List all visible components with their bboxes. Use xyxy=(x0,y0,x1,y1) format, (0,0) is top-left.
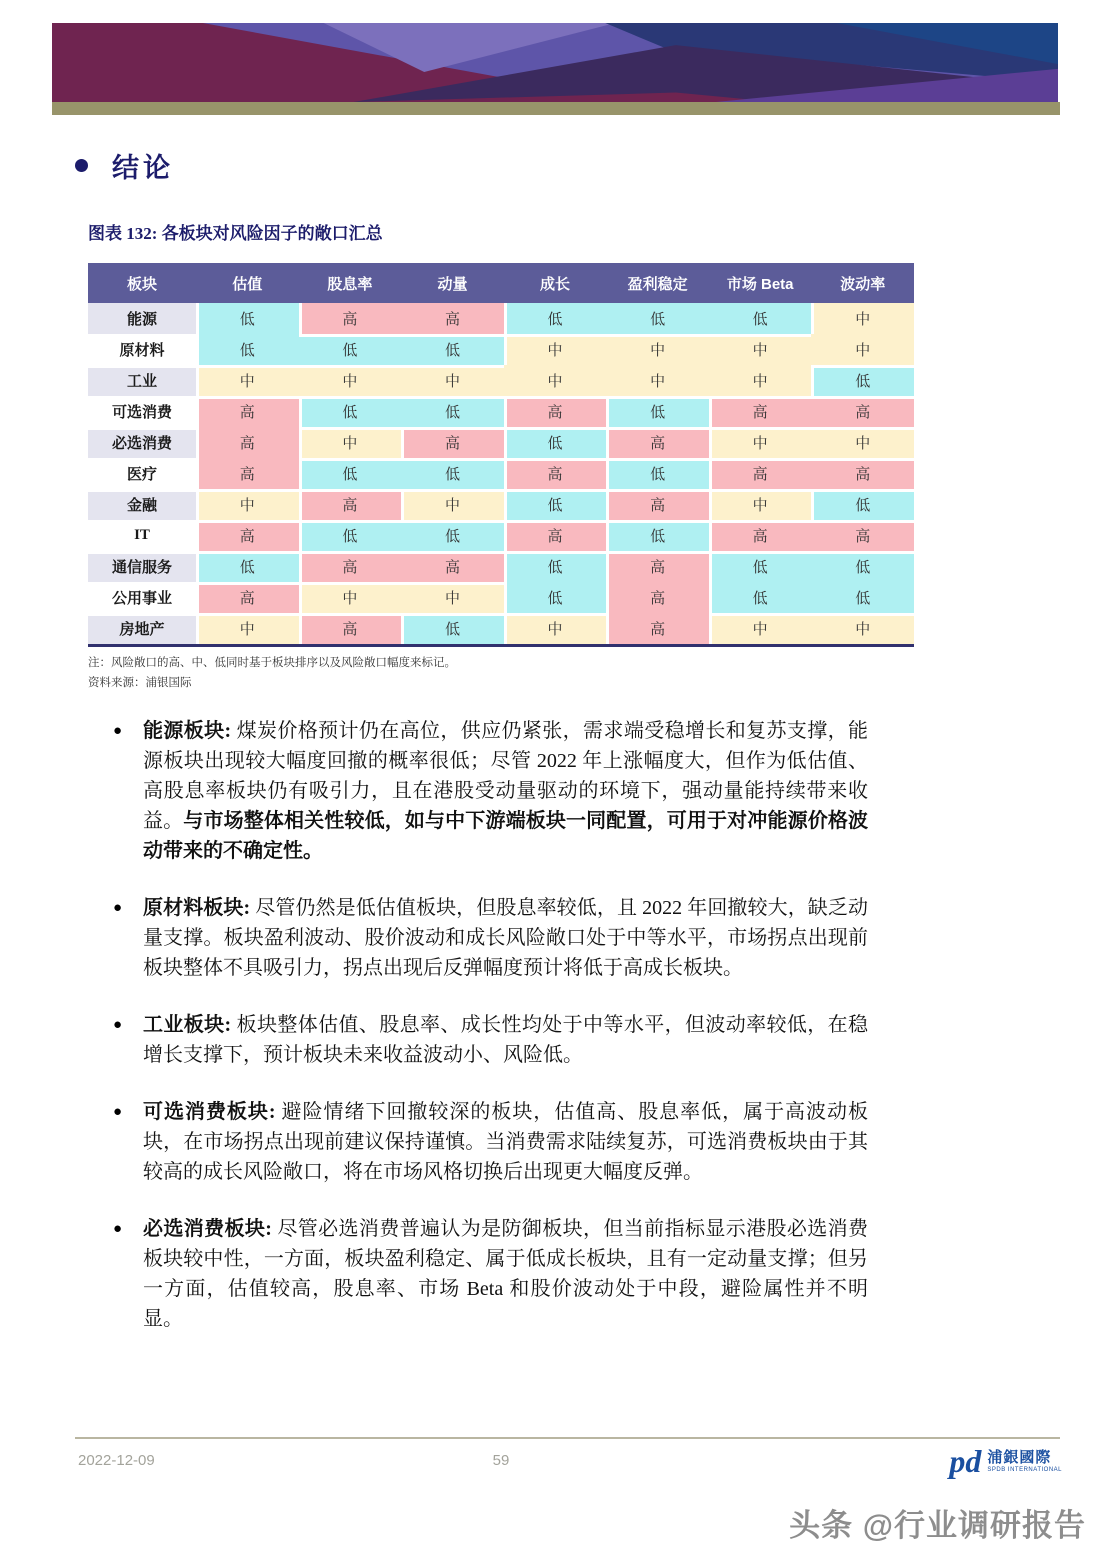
risk-value-cell: 高 xyxy=(504,458,607,489)
risk-value-cell: 高 xyxy=(196,427,299,458)
risk-value-cell: 低 xyxy=(196,303,299,334)
risk-value-cell: 低 xyxy=(196,334,299,365)
risk-value-cell: 高 xyxy=(196,396,299,427)
risk-value-cell: 高 xyxy=(196,458,299,489)
header-banner-graphic xyxy=(52,23,1058,102)
risk-value-cell: 中 xyxy=(299,365,402,396)
risk-value-cell: 中 xyxy=(196,365,299,396)
sector-label-cell: 能源 xyxy=(88,303,196,334)
exhibit-note: 注：风险敞口的高、中、低同时基于板块排序以及风险敞口幅度来标记。 xyxy=(88,657,456,669)
risk-value-cell: 中 xyxy=(709,489,812,520)
risk-value-cell: 高 xyxy=(401,303,504,334)
risk-value-cell: 高 xyxy=(709,458,812,489)
risk-value-cell: 中 xyxy=(811,334,914,365)
bullet-item xyxy=(113,1214,868,1334)
risk-value-cell: 低 xyxy=(811,365,914,396)
risk-value-cell: 中 xyxy=(504,365,607,396)
bullet-paragraph xyxy=(143,1097,868,1187)
risk-value-cell: 低 xyxy=(504,582,607,613)
risk-value-cell: 低 xyxy=(504,489,607,520)
risk-value-cell: 高 xyxy=(299,303,402,334)
risk-value-cell: 中 xyxy=(196,489,299,520)
spdb-logo-text-zh: 浦銀國際 xyxy=(987,1450,1052,1466)
table-body xyxy=(88,303,914,644)
bullet-title: 原材料板块: xyxy=(143,897,256,919)
table-header-cell: 板块 xyxy=(88,263,196,303)
table-row xyxy=(88,427,914,458)
sector-label-cell: 必选消费 xyxy=(88,427,196,458)
bullet-body-text: 煤炭价格预计仍在高位，供应仍紧张，需求端受稳增长和复苏支撑，能源板块出现较大幅度回撤的概率很低；尽管 2022 年上涨幅度大，但作为低估值、高股息率板块仍有吸引力，且在港股受动量驱动的环境下，强动量能持续带来收益。 xyxy=(143,720,869,832)
bullet-item xyxy=(113,1010,868,1070)
bullet-body-text: 尽管必选消费普遍认为是防御板块，但当前指标显示港股必选消费板块较中性，一方面，板块盈利稳定、属于低成长板块，且有一定动量支撑；但另一方面，估值较高，股息率、市场 Beta 和股价波动处于中段，避险属性并不明显。 xyxy=(143,1218,868,1330)
table-row xyxy=(88,365,914,396)
bullet-title: 能源板块: xyxy=(143,720,237,742)
risk-value-cell: 中 xyxy=(606,365,709,396)
risk-value-cell: 低 xyxy=(401,613,504,644)
table-header-cell: 估值 xyxy=(196,263,299,303)
risk-value-cell: 低 xyxy=(504,427,607,458)
bullet-paragraph xyxy=(143,1010,868,1070)
exhibit-notes xyxy=(88,653,456,693)
table-row xyxy=(88,458,914,489)
exhibit-caption: 图表 132: 各板块对风险因子的敞口汇总 xyxy=(88,224,383,243)
bullet-body-text: 避险情绪下回撤较深的板块，估值高、股息率低，属于高波动板块，在市场拐点出现前建议保持谨慎。当消费需求陆续复苏，可选消费板块由于其较高的成长风险敞口，将在市场风格切换后出现更大幅度反弹。 xyxy=(143,1101,868,1183)
exhibit-source: 资料来源：浦银国际 xyxy=(88,677,192,689)
table-header-row xyxy=(88,263,914,303)
spdb-logo-icon: pd xyxy=(949,1443,982,1479)
risk-value-cell: 高 xyxy=(606,582,709,613)
risk-value-cell: 低 xyxy=(504,551,607,582)
risk-value-cell: 中 xyxy=(709,613,812,644)
risk-value-cell: 高 xyxy=(401,427,504,458)
risk-value-cell: 中 xyxy=(401,582,504,613)
risk-value-cell: 低 xyxy=(401,396,504,427)
footer-divider xyxy=(75,1437,1060,1439)
sector-label-cell: 可选消费 xyxy=(88,396,196,427)
risk-value-cell: 中 xyxy=(504,334,607,365)
risk-value-cell: 中 xyxy=(709,334,812,365)
risk-value-cell: 低 xyxy=(606,396,709,427)
risk-value-cell: 高 xyxy=(196,520,299,551)
table-header-cell: 股息率 xyxy=(299,263,402,303)
bullet-paragraph xyxy=(143,893,868,983)
risk-value-cell: 高 xyxy=(606,613,709,644)
risk-value-cell: 高 xyxy=(709,396,812,427)
risk-value-cell: 高 xyxy=(606,489,709,520)
sector-label-cell: 原材料 xyxy=(88,334,196,365)
risk-value-cell: 高 xyxy=(299,613,402,644)
risk-value-cell: 高 xyxy=(504,520,607,551)
risk-value-cell: 低 xyxy=(299,458,402,489)
bullet-paragraph xyxy=(143,1214,868,1334)
sector-label-cell: 医疗 xyxy=(88,458,196,489)
risk-value-cell: 低 xyxy=(401,458,504,489)
table-row xyxy=(88,520,914,551)
risk-value-cell: 中 xyxy=(401,365,504,396)
sector-label-cell: IT xyxy=(88,520,196,551)
risk-value-cell: 低 xyxy=(299,396,402,427)
risk-value-cell: 中 xyxy=(299,582,402,613)
section-heading xyxy=(75,146,174,185)
bullet-dot-icon: ● xyxy=(113,1017,123,1033)
risk-value-cell: 低 xyxy=(196,551,299,582)
section-bullet-icon xyxy=(75,159,88,172)
risk-value-cell: 低 xyxy=(811,582,914,613)
bullet-dot-icon: ● xyxy=(113,900,123,916)
exhibit-table xyxy=(88,263,914,647)
table-row xyxy=(88,334,914,365)
bullet-bold-text: 与市场整体相关性较低，如与中下游端板块一同配置，可用于对冲能源价格波动带来的不确定性。 xyxy=(143,810,869,862)
risk-value-cell: 低 xyxy=(811,489,914,520)
sector-label-cell: 通信服务 xyxy=(88,551,196,582)
spdb-logo xyxy=(949,1443,1062,1479)
risk-value-cell: 低 xyxy=(606,303,709,334)
bullet-dot-icon: ● xyxy=(113,723,123,739)
risk-value-cell: 低 xyxy=(811,551,914,582)
risk-value-cell: 高 xyxy=(299,489,402,520)
table-header-cell: 波动率 xyxy=(811,263,914,303)
risk-value-cell: 中 xyxy=(504,613,607,644)
risk-value-cell: 中 xyxy=(811,303,914,334)
risk-value-cell: 低 xyxy=(606,458,709,489)
risk-value-cell: 中 xyxy=(709,365,812,396)
footer-page-number: 59 xyxy=(492,1452,510,1469)
table-row xyxy=(88,396,914,427)
risk-value-cell: 高 xyxy=(811,458,914,489)
sector-label-cell: 工业 xyxy=(88,365,196,396)
bullet-item xyxy=(113,893,868,983)
table-row xyxy=(88,489,914,520)
bullet-paragraph xyxy=(143,716,868,866)
risk-value-cell: 中 xyxy=(299,427,402,458)
risk-value-cell: 中 xyxy=(606,334,709,365)
table-header-cell: 成长 xyxy=(504,263,607,303)
risk-value-cell: 高 xyxy=(606,551,709,582)
risk-value-cell: 中 xyxy=(709,427,812,458)
risk-value-cell: 低 xyxy=(401,520,504,551)
sector-label-cell: 金融 xyxy=(88,489,196,520)
risk-value-cell: 中 xyxy=(811,613,914,644)
risk-value-cell: 中 xyxy=(811,427,914,458)
bullet-item xyxy=(113,1097,868,1187)
table-row xyxy=(88,582,914,613)
footer-date: 2022-12-09 xyxy=(78,1452,155,1469)
bullet-title: 工业板块: xyxy=(143,1014,237,1036)
section-title: 结论 xyxy=(112,153,174,183)
risk-value-cell: 低 xyxy=(299,520,402,551)
table-row xyxy=(88,303,914,334)
bullet-list xyxy=(113,716,868,1361)
olive-accent-bar xyxy=(52,102,1060,115)
bullet-body-text: 尽管仍然是低估值板块，但股息率较低，且 2022 年回撤较大，缺乏动量支撑。板块盈利波动、股价波动和成长风险敞口处于中等水平，市场拐点出现前板块整体不具吸引力，拐点出现后反弹幅度预计将低于高成长板块。 xyxy=(143,897,868,979)
risk-value-cell: 高 xyxy=(811,396,914,427)
risk-value-cell: 高 xyxy=(504,396,607,427)
risk-value-cell: 低 xyxy=(709,551,812,582)
risk-value-cell: 高 xyxy=(709,520,812,551)
risk-value-cell: 中 xyxy=(401,489,504,520)
bullet-title: 可选消费板块: xyxy=(143,1101,282,1123)
bullet-dot-icon: ● xyxy=(113,1104,123,1120)
risk-value-cell: 低 xyxy=(606,520,709,551)
risk-value-cell: 高 xyxy=(811,520,914,551)
bullet-title: 必选消费板块: xyxy=(143,1218,278,1240)
table-row xyxy=(88,551,914,582)
table-header-cell: 盈利稳定 xyxy=(606,263,709,303)
table-header-cell: 动量 xyxy=(401,263,504,303)
risk-value-cell: 高 xyxy=(299,551,402,582)
risk-value-cell: 低 xyxy=(504,303,607,334)
table-row xyxy=(88,613,914,644)
bullet-dot-icon: ● xyxy=(113,1221,123,1237)
risk-value-cell: 高 xyxy=(606,427,709,458)
risk-value-cell: 高 xyxy=(401,551,504,582)
sector-label-cell: 公用事业 xyxy=(88,582,196,613)
sector-label-cell: 房地产 xyxy=(88,613,196,644)
risk-value-cell: 低 xyxy=(709,582,812,613)
table-header-cell: 市场 Beta xyxy=(709,263,812,303)
spdb-logo-text-en: SPDB INTERNATIONAL xyxy=(987,1467,1062,1473)
risk-value-cell: 中 xyxy=(196,613,299,644)
risk-value-cell: 低 xyxy=(299,334,402,365)
bullet-item xyxy=(113,716,868,866)
risk-value-cell: 高 xyxy=(196,582,299,613)
watermark-text: 头条 @行业调研报告 xyxy=(789,1508,1086,1543)
bullet-body-text: 板块整体估值、股息率、成长性均处于中等水平，但波动率较低，在稳增长支撑下，预计板块未来收益波动小、风险低。 xyxy=(143,1014,869,1066)
risk-value-cell: 低 xyxy=(401,334,504,365)
risk-value-cell: 低 xyxy=(709,303,812,334)
